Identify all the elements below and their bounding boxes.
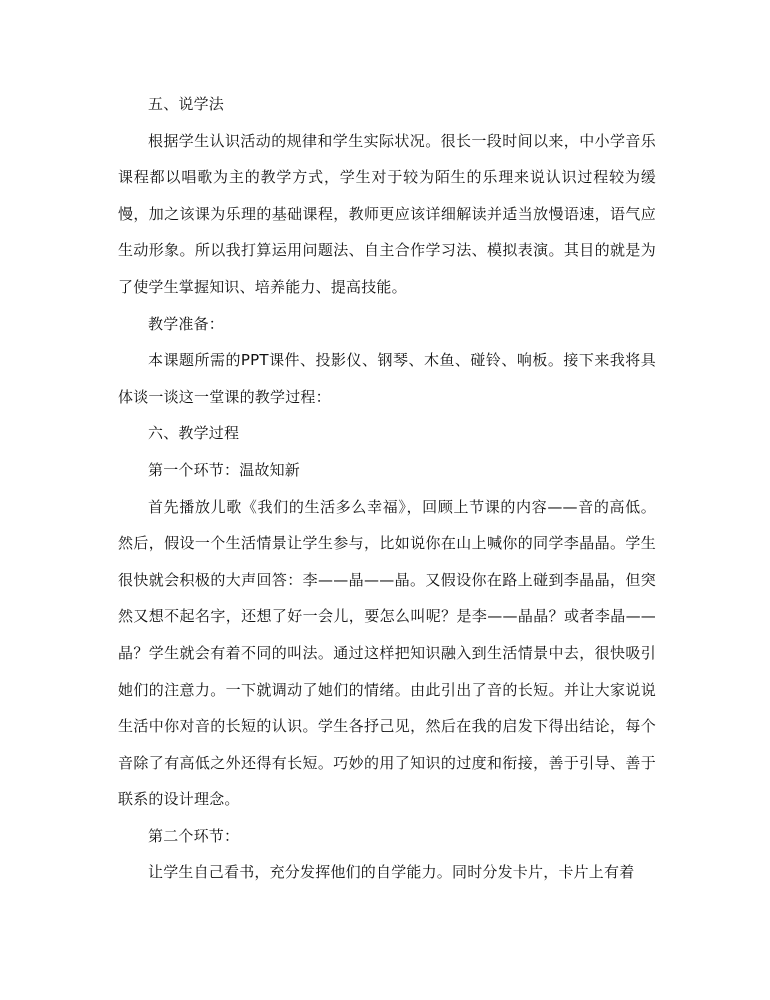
heading-section-five: 五、说学法 [148, 95, 225, 113]
paragraph-step-two: 让学生自己看书，充分发挥他们的自学能力。同时分发卡片，卡片上有着 [148, 863, 635, 882]
heading-step-one: 第一个环节：温故知新 [148, 460, 301, 479]
heading-section-six: 六、教学过程 [148, 424, 240, 443]
heading-teaching-preparation: 教学准备： [148, 314, 225, 333]
document-body [118, 86, 656, 891]
heading-step-two: 第二个环节： [148, 826, 240, 845]
paragraph-step-one: 首先播放儿歌《我们的生活多么幸福》，回顾上节课的内容——音的高低。然后，假设一个生活情景让学生参与，比如说你在山上喊你的同学李晶晶。学生很快就会积极的大声回答：李——晶——晶。又假设你在路上碰到李晶晶，但突然又想不起名字，还想了好一会儿，要怎么叫呢？是李——晶晶？或者李晶——晶？学生就会有着不同的叫法。通过这样把知识融入到生活情景中去，很快吸引她们的注意力。一下就调动了她们的情绪。由此引出了音的长短。并让大家说说生活中你对音的长短的认识。学生各抒己见，然后在我的启发下得出结论，每个音除了有高低之外还得有长短。巧妙的用了知识的过度和衔接，善于引导、善于联系的设计理念。 [118, 497, 656, 809]
paragraph-learning-methods: 根据学生认识活动的规律和学生实际状况。很长一段时间以来，中小学音乐课程都以唱歌为主的教学方式，学生对于较为陌生的乐理来说认识过程较为缓慢，加之该课为乐理的基础课程，教师更应该详细解读并适当放慢语速，语气应生动形象。所以我打算运用问题法、自主合作学习法、模拟表演。其目的就是为了使学生掌握知识、培养能力、提高技能。 [118, 131, 656, 296]
paragraph-preparation-materials: 本课题所需的PPT课件、投影仪、钢琴、木鱼、碰铃、响板。接下来我将具体谈一谈这一堂课的教学过程： [118, 351, 656, 406]
